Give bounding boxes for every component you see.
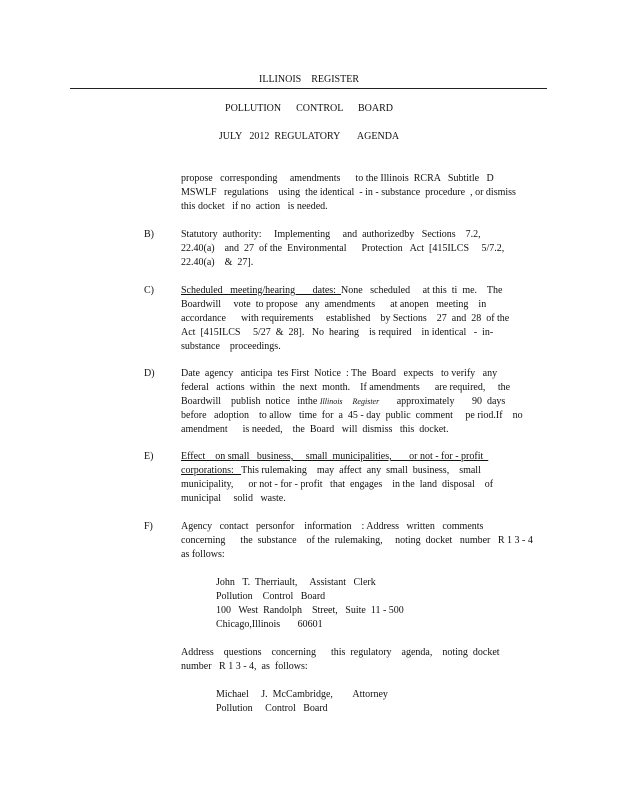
text-line: amendment is needed, the Board will dismiss this docket. — [181, 424, 449, 435]
text-line — [181, 284, 521, 298]
header-rule — [70, 88, 547, 89]
section-d-text — [181, 367, 521, 437]
text-line: Act [415ILCS 5/27 & 28]. No hearing is required in identical - in- — [181, 327, 494, 338]
section-f-text — [181, 520, 533, 562]
text-line — [181, 464, 521, 478]
section-c-heading: Scheduled meeting/hearing dates: — [181, 285, 341, 296]
illinois-register-italic: Illinois Register — [319, 397, 380, 406]
address-line: Pollution Control Board — [216, 703, 328, 714]
text-line: MSWLF regulations using the identical - in - substance procedure , or dismiss — [181, 187, 516, 198]
text-line: substance proceedings. — [181, 341, 281, 352]
text-run: This rulemaking may affect any small business, small — [241, 465, 481, 476]
address-line: John T. Therriault, Assistant Clerk — [216, 577, 376, 588]
section-e-heading: Effect on small business, small municipalities, or not - for - profit — [181, 451, 489, 462]
text-line: Agency contact personfor information : Address written comments — [181, 521, 484, 532]
continuation-paragraph — [181, 172, 521, 214]
text-line — [181, 395, 521, 409]
address-line: Pollution Control Board — [216, 591, 326, 602]
address-line: 100 West Randolph Street, Suite 11 - 500 — [216, 605, 404, 616]
text-line: number R 1 3 - 4, as follows: — [181, 661, 308, 672]
text-line: concerning the substance of the rulemaking, noting docket number R 1 3 - 4 — [181, 535, 533, 546]
text-line: 22.40(a) and 27 of the Environmental Protection Act [415ILCS 5/7.2, — [181, 243, 505, 254]
text-line: before adoption to allow time for a 45 - day public comment pe riod.If no — [181, 410, 523, 421]
text-line: municipality, or not - for - profit that engages in the land disposal of — [181, 479, 494, 490]
text-line: Boardwill vote to propose any amendments at anopen meeting in — [181, 299, 487, 310]
address-line: Michael J. McCambridge, Attorney — [216, 689, 388, 700]
section-label-b: B) — [144, 229, 154, 240]
attorney-address — [216, 688, 388, 716]
address-line: Chicago,Illinois 60601 — [216, 619, 323, 630]
text-line: accordance with requirements established by Sections 27 and 28 of the — [181, 313, 510, 324]
text-line: federal actions within the next month. If amendments are required, the — [181, 382, 511, 393]
text-line: propose corresponding amendments to the Illinois RCRA Subtitle D — [181, 173, 494, 184]
text-line: this docket if no action is needed. — [181, 201, 328, 212]
text-line: 22.40(a) & 27]. — [181, 257, 254, 268]
section-e-text — [181, 450, 521, 506]
section-label-f: F) — [144, 521, 153, 532]
register-title: ILLINOIS REGISTER — [259, 74, 359, 85]
board-title: POLLUTION CONTROL BOARD — [225, 103, 393, 114]
clerk-address — [216, 576, 404, 632]
text-run: None scheduled at this ti me. The — [340, 285, 503, 296]
agenda-title: JULY 2012 REGULATORY AGENDA — [218, 131, 400, 142]
text-run: Boardwill publish notice inthe — [181, 396, 318, 407]
text-line: Address questions concerning this regulatory agenda, noting docket — [181, 647, 500, 658]
text-line: Statutory authority: Implementing and authorizedby Sections 7.2, — [181, 229, 481, 240]
text-line: as follows: — [181, 549, 225, 560]
questions-paragraph — [181, 646, 521, 674]
section-label-e: E) — [144, 451, 154, 462]
section-b-text — [181, 228, 521, 270]
section-label-c: C) — [144, 285, 154, 296]
text-line: Date agency anticipa tes First Notice : The Board expects to verify any — [181, 368, 498, 379]
text-line: municipal solid waste. — [181, 493, 286, 504]
section-e-heading-cont: corporations: — [181, 465, 242, 476]
text-run: approximately 90 days — [396, 396, 506, 407]
section-c-text — [181, 284, 521, 354]
section-label-d: D) — [144, 368, 155, 379]
